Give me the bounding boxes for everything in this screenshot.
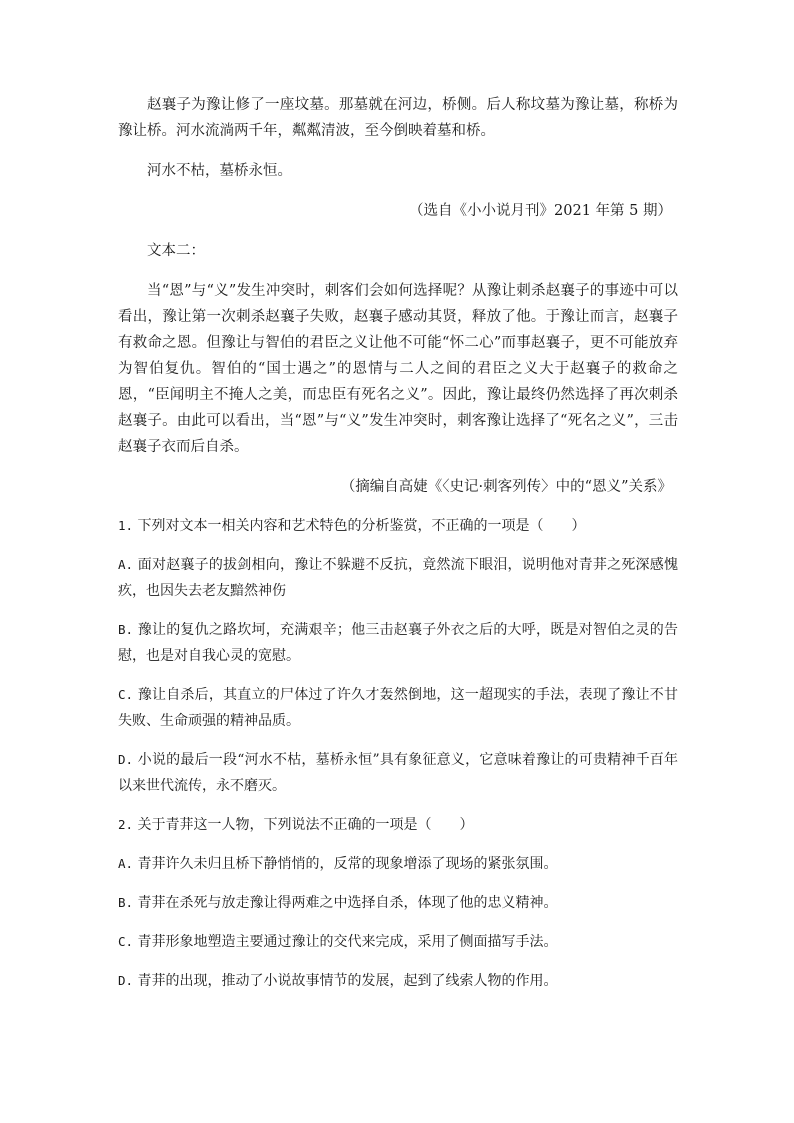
option-text: 青荓的出现，推动了小说故事情节的发展，起到了线索人物的作用。 bbox=[137, 973, 558, 989]
option-label: D. bbox=[118, 752, 134, 767]
option-text: 豫让的复仇之路坎坷，充满艰辛；他三击赵襄子外衣之后的大呼，既是对智伯之灵的告慰，也是对自我心灵的宽慰。 bbox=[118, 622, 679, 664]
option-text: 青荓许久未归且桥下静悄悄的，反常的现象增添了现场的紧张氛围。 bbox=[137, 856, 558, 872]
text1-source-citation: （选自《小小说月刊》2021 年第 5 期） bbox=[409, 203, 672, 219]
question-stem bbox=[118, 812, 678, 838]
question-text: 下列对文本一相关内容和艺术特色的分析鉴赏，不正确的一项是（ ） bbox=[137, 518, 586, 534]
question-number: 2. bbox=[118, 817, 134, 832]
option-label: C. bbox=[118, 687, 134, 702]
option-text: 青荓在杀死与放走豫让得两难之中选择自杀，体现了他的忠义精神。 bbox=[137, 895, 558, 911]
option-text: 豫让自杀后，其直立的尸体过了许久才轰然倒地，这一超现实的手法，表现了豫让不甘失败、生命顽强的精神品质。 bbox=[118, 687, 679, 729]
text2-source-citation: （摘编自高婕《〈史记·刺客列传〉中的“恩义”关系》 bbox=[340, 479, 672, 495]
option-label: D. bbox=[118, 973, 134, 988]
option-label: C. bbox=[118, 934, 134, 949]
text2-paragraph: 当“恩”与“义”发生冲突时，刺客们会如何选择呢？从豫让刺杀赵襄子的事迹中可以看出，豫让第一次刺杀赵襄子失败，赵襄子感动其贤，释放了他。于豫让而言，赵襄子有救命之恩。但豫让与智伯的君臣之义让他不可能“怀二心”而事赵襄子，更不可能放弃为智伯复仇。智伯的“国士遇之”的恩情与二人之间的君臣之义大于赵襄子的救命之恩，“臣闻明主不掩人之美，而忠臣有死名之义”。因此，豫让最终仍然选择了再次刺杀赵襄子。由此可以看出，当“恩”与“义”发生冲突时，刺客豫让选择了“死名之义”，三击赵襄子衣而后自杀。 bbox=[118, 283, 678, 455]
option-label: B. bbox=[118, 895, 134, 910]
question-1 bbox=[118, 513, 678, 799]
question-2-option-b bbox=[118, 890, 678, 916]
question-1-option-b bbox=[118, 617, 678, 669]
question-number: 1. bbox=[118, 518, 134, 533]
text2-heading: 文本二： bbox=[147, 243, 205, 259]
question-2-option-c bbox=[118, 929, 678, 955]
question-1-option-a bbox=[118, 552, 678, 604]
question-stem bbox=[118, 513, 678, 539]
option-text: 小说的最后一段“河水不枯，墓桥永恒”具有象征意义，它意味着豫让的可贵精神千百年以来世代流传，永不磨灭。 bbox=[118, 752, 679, 794]
question-1-option-d bbox=[118, 747, 678, 799]
document-page bbox=[118, 92, 678, 994]
text1-closing-line: 河水不枯，墓桥永恒。 bbox=[147, 163, 292, 179]
question-2-option-a bbox=[118, 851, 678, 877]
question-text: 关于青荓这一人物，下列说法不正确的一项是（ ） bbox=[137, 817, 474, 833]
option-text: 面对赵襄子的拔剑相向，豫让不躲避不反抗，竟然流下眼泪，说明他对青荓之死深感愧疚，也因失去老友黯然神伤 bbox=[118, 557, 679, 599]
option-label: A. bbox=[118, 557, 134, 572]
question-2 bbox=[118, 812, 678, 994]
option-label: B. bbox=[118, 622, 134, 637]
option-text: 青荓形象地塑造主要通过豫让的交代来完成，采用了侧面描写手法。 bbox=[137, 934, 558, 950]
question-1-option-c bbox=[118, 682, 678, 734]
text1-final-paragraph: 赵襄子为豫让修了一座坟墓。那墓就在河边，桥侧。后人称坟墓为豫让墓，称桥为豫让桥。河水流淌两千年，粼粼清波，至今倒映着墓和桥。 bbox=[118, 97, 678, 139]
option-label: A. bbox=[118, 856, 134, 871]
question-2-option-d bbox=[118, 968, 678, 994]
